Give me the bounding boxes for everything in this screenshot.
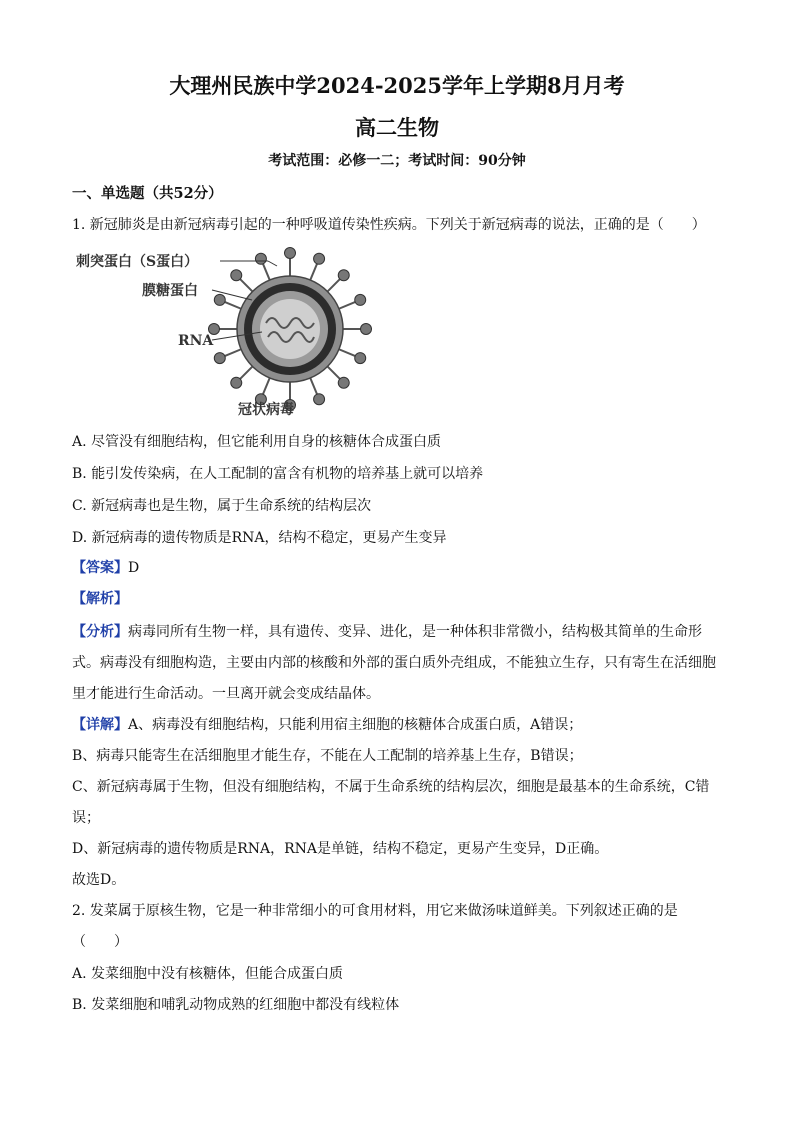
q2-option-a: A. 发菜细胞中没有核糖体，但能合成蛋白质	[72, 966, 344, 982]
analysis-heading	[72, 588, 128, 608]
exam-info: 考试范围：必修一二；考试时间：90分钟	[268, 153, 526, 169]
label-spike-protein: 刺突蛋白（S蛋白）	[76, 254, 199, 270]
spike-head	[314, 253, 325, 264]
q1-option-c: C. 新冠病毒也是生物，属于生命系统的结构层次	[72, 498, 372, 514]
spike-head	[214, 353, 225, 364]
q1-stem: 1. 新冠肺炎是由新冠病毒引起的一种呼吸道传染性疾病。下列关于新冠病毒的说法，正确的是（ ）	[72, 217, 706, 233]
section-heading: 一、单选题（共52分）	[72, 185, 223, 202]
q1-option-a: A. 尽管没有细胞结构，但它能利用自身的核糖体合成蛋白质	[72, 434, 442, 450]
spike-head	[255, 253, 266, 264]
spike-head	[314, 394, 325, 405]
xiangjie-c-line-1: C、新冠病毒属于生物，但没有细胞结构，不属于生命系统的结构层次，细胞是最基本的生命系统，C错	[72, 779, 710, 795]
leader-line-spike	[268, 261, 277, 266]
xiangjie-b: B、病毒只能寄生在活细胞里才能生存，不能在人工配制的培养基上生存，B错误；	[72, 748, 583, 764]
q1-option-d: D. 新冠病毒的遗传物质是RNA，结构不稳定，更易产生变异	[72, 530, 447, 546]
spike-head	[214, 294, 225, 305]
spike-head	[338, 377, 349, 388]
exam-title: 大理州民族中学2024-2025学年上学期8月月考	[169, 73, 625, 98]
conclusion: 故选D。	[72, 872, 126, 888]
spike-head	[338, 270, 349, 281]
spike-head	[355, 294, 366, 305]
label-rna: RNA	[178, 333, 214, 349]
figure-caption: 冠状病毒	[238, 402, 294, 418]
xiangjie-a	[72, 714, 582, 734]
answer-tag: 【答案】	[72, 560, 128, 576]
xiangjie-tag: 【详解】	[72, 717, 128, 733]
analysis-tag: 【解析】	[72, 591, 128, 607]
xiangjie-a-text: A、病毒没有细胞结构，只能利用宿主细胞的核糖体合成蛋白质，A错误；	[128, 717, 583, 733]
xiangjie-d: D、新冠病毒的遗传物质是RNA，RNA是单链，结构不稳定，更易产生变异，D正确。	[72, 841, 609, 857]
fenxi-line-3: 里才能进行生命活动。一旦离开就会变成结晶体。	[72, 686, 380, 702]
fenxi-line-1	[72, 621, 702, 641]
spike-head	[285, 248, 296, 259]
answer-value: D	[128, 560, 140, 576]
spike-head	[231, 270, 242, 281]
exam-subject: 高二生物	[355, 115, 439, 140]
fenxi-tag: 【分析】	[72, 624, 128, 640]
q1-option-b: B. 能引发传染病，在人工配制的富含有机物的培养基上就可以培养	[72, 466, 484, 482]
label-membrane-glycoprotein: 膜糖蛋白	[142, 283, 198, 299]
xiangjie-c-line-2: 误；	[72, 810, 100, 826]
q2-stem-line-2: （ ）	[72, 934, 128, 950]
virus-core	[260, 299, 320, 359]
fenxi-line-2: 式。病毒没有细胞构造，主要由内部的核酸和外部的蛋白质外壳组成，不能独立生存，只有寄生在活细胞	[72, 655, 716, 671]
spike-head	[361, 324, 372, 335]
q2-stem-line-1: 2. 发菜属于原核生物，它是一种非常细小的可食用材料，用它来做汤味道鲜美。下列叙述正确的是	[72, 903, 678, 919]
q2-option-b: B. 发菜细胞和哺乳动物成熟的红细胞中都没有线粒体	[72, 997, 400, 1013]
coronavirus-figure	[72, 244, 372, 422]
spike-head	[231, 377, 242, 388]
answer-line	[72, 557, 139, 577]
fenxi-text: 病毒同所有生物一样，具有遗传、变异、进化，是一种体积非常微小，结构极其简单的生命形	[128, 624, 702, 640]
spike-head	[355, 353, 366, 364]
